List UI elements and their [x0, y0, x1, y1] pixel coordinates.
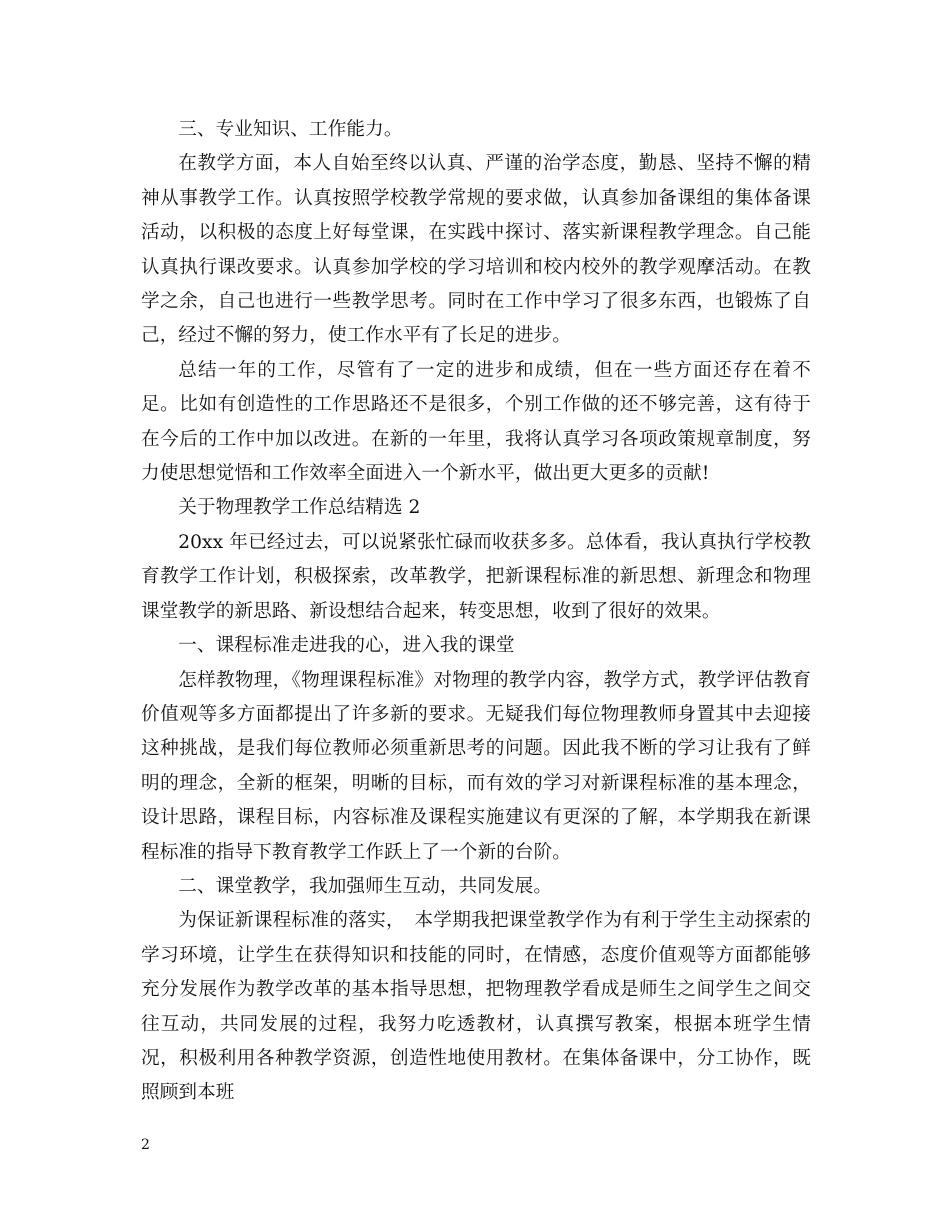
article-title-physics-summary-2: 关于物理教学工作总结精选 2	[178, 497, 421, 519]
paragraph-year-overview: 20xx 年已经过去，可以说紧张忙碌而收获多多。总体看，我认真执行学校教育教学工作计划，积极探索，改革教学，把新课程标准的新思想、新理念和物理课堂教学的新思路、新设想结合起来，转变思想，收到了很好的效果。	[141, 531, 811, 622]
paragraph-year-summary: 总结一年的工作，尽管有了一定的进步和成绩，但在一些方面还存在着不足。比如有创造性的工作思路还不是很多，个别工作做的还不够完善，这有待于在今后的工作中加以改进。在新的一年里，我将认真学习各项政策规章制度，努力使思想觉悟和工作效率全面进入一个新水平，做出更大更多的贡献!	[141, 359, 811, 485]
paragraph-curriculum-standard: 怎样教物理，《物理课程标准》对物理的教学内容，教学方式，教学评估教育价值观等多方面都提出了许多新的要求。无疑我们每位物理教师身置其中去迎接这种挑战，是我们每位教师必须重新思考的问题。因此我不断的学习让我有了鲜明的理念，全新的框架，明晰的目标，而有效的学习对新课程标准的基本理念，设计思路，课程目标，内容标准及课程实施建议有更深的了解，本学期我在新课程标准的指导下教育教学工作跃上了一个新的台阶。	[141, 669, 811, 863]
page-number: 2	[141, 1137, 150, 1153]
paragraph-teaching-attitude: 在教学方面，本人自始至终以认真、严谨的治学态度，勤恳、坚持不懈的精神从事教学工作。认真按照学校教学常规的要求做，认真参加备课组的集体备课活动，以积极的态度上好每堂课，在实践中探讨、落实新课程教学理念。自己能认真执行课改要求。认真参加学校的学习培训和校内校外的教学观摩活动。在教学之余，自己也进行一些教学思考。同时在工作中学习了很多东西，也锻炼了自己，经过不懈的努力，使工作水平有了长足的进步。	[141, 153, 811, 347]
section-heading-professional-skills: 三、专业知识、工作能力。	[178, 119, 403, 140]
paragraph-classroom-teaching: 为保证新课程标准的落实， 本学期我把课堂教学作为有利于学生主动探索的学习环境，让学生在获得知识和技能的同时，在情感，态度价值观等方面都能够充分发展作为教学改革的基本指导思想，把物理教学看成是师生之间学生之间交往互动，共同发展的过程，我努力吃透教材，认真撰写教案，根据本班学生情况，积极利用各种教学资源，创造性地使用教材。在集体备课中，分工协作，既照顾到本班	[141, 910, 811, 1104]
section-heading-curriculum-standard: 一、课程标准走进我的心，进入我的课堂	[178, 635, 515, 657]
document-body	[141, 113, 811, 1111]
section-heading-classroom-teaching: 二、课堂教学，我加强师生互动，共同发展。	[178, 875, 553, 897]
